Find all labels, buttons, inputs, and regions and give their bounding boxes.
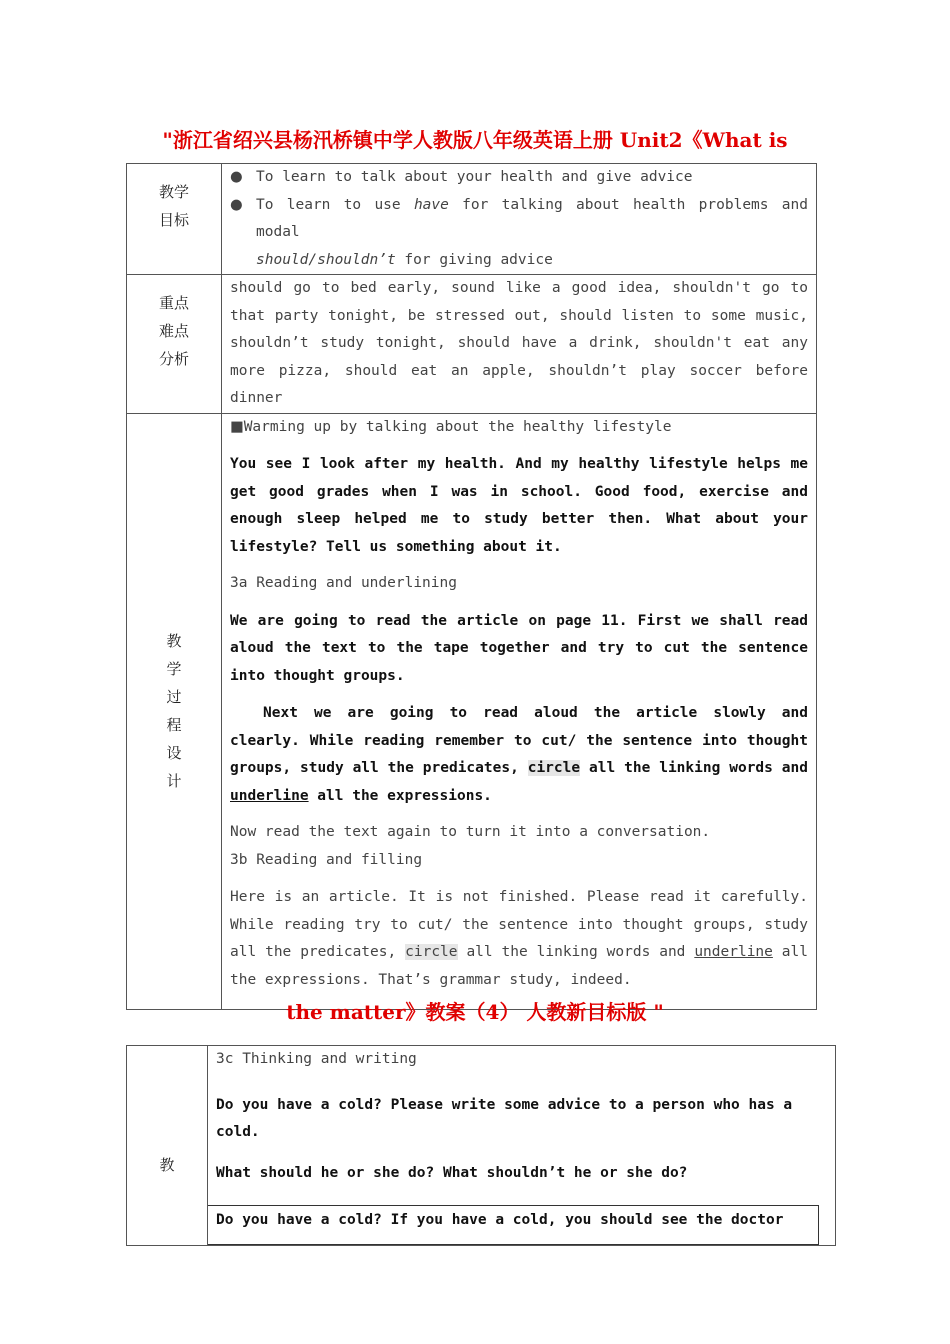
warmup-paragraph: You see I look after my health. And my healthy lifestyle helps me get good grades when I was in school. Good food, exercise and enough sleep helped me to study better then. What about your lifestyle? Tell us something about it. — [230, 456, 808, 555]
objective-text-2c-em: should/shouldn’t — [256, 251, 396, 268]
objectives-label-line2: 目标 — [158, 211, 189, 229]
key-points-row — [127, 275, 817, 414]
section-3b-heading: 3b Reading and filling — [230, 851, 423, 868]
procedure-content-cell-continued — [208, 1046, 836, 1246]
key-points-text: should go to bed early, sound like a good idea, shouldn't go to that party tonight, be stressed out, should listen to some music, shouldn’t study tonight, should have a drink, shouldn't eat any more pizza, should eat an apple, shouldn’t play soccer before dinner — [230, 280, 808, 406]
procedure-label-cell-continued — [127, 1046, 208, 1246]
key-points-label-line1: 重点 — [158, 294, 189, 312]
procedure-label-char: 计 — [166, 772, 182, 790]
objective-item-2 — [230, 192, 808, 247]
procedure-label-char: 学 — [166, 660, 182, 678]
document-title-part-2: the matter》教案（4） 人教新目标版 " — [286, 1000, 664, 1024]
key-points-content-cell — [222, 275, 817, 414]
square-bullet-icon: ■ — [230, 418, 244, 435]
objective-item-2-continued — [230, 247, 808, 275]
procedure-label-char: 设 — [166, 744, 182, 762]
answer-text: Do you have a cold? If you have a cold, you should see the doctor — [216, 1212, 784, 1228]
objective-text-2 — [256, 192, 808, 247]
underline-term: underline — [230, 787, 309, 804]
procedure-label-continued: 教 — [159, 1155, 175, 1174]
objective-text-2c: for giving advice — [395, 251, 553, 268]
procedure-label-char: 教 — [166, 632, 182, 650]
underline-term: underline — [694, 944, 773, 960]
writing-question-1: Do you have a cold? Please write some advice to a person who has a cold. — [216, 1096, 793, 1140]
objective-item-1 — [230, 164, 808, 192]
warmup-heading: ■Warming up by talking about the healthy lifestyle — [230, 418, 672, 435]
filling-paragraph: Here is an article. It is not finished. Please read it carefully. While reading try to cut/ the sentence into thought groups, study all the predicates, circle all the linking words and underline all the expressions. That’s grammar study, indeed. — [230, 889, 808, 988]
objective-text-2b: for talking about health problems and modal — [256, 196, 808, 240]
procedure-label-char: 过 — [166, 688, 182, 706]
reading-paragraph: We are going to read the article on page 11. First we shall read aloud the text to the tape together and try to cut the sentence into thought groups. — [230, 612, 808, 684]
key-points-label-line2: 难点 — [158, 322, 189, 340]
procedure-label — [127, 627, 221, 795]
procedure-row-continued — [127, 1046, 836, 1246]
objective-text-1: To learn to talk about your health and give advice — [256, 169, 693, 185]
read-aloud-paragraph: Next we are going to read aloud the article slowly and clearly. While reading remember to cut/ the sentence into thought groups, study all the predicates, circle all the linking words and underline all the expressions. — [230, 705, 808, 804]
key-points-label-line3: 分析 — [158, 350, 189, 368]
objectives-content-cell — [222, 164, 817, 275]
lesson-plan-table-continued — [126, 1045, 836, 1246]
objective-text-2a: To learn to use — [256, 196, 414, 213]
circle-highlight: circle — [527, 760, 581, 776]
bullet-icon: ● — [230, 196, 243, 213]
lesson-plan-table — [126, 163, 817, 1010]
procedure-content-cell — [222, 413, 817, 1009]
bullet-icon: ● — [230, 169, 243, 185]
objective-text-2-em: have — [413, 196, 449, 213]
document-title-part-1: "浙江省绍兴县杨汛桥镇中学人教版八年级英语上册 Unit2《What is — [162, 128, 788, 152]
objectives-label-line1: 教学 — [158, 183, 189, 201]
conversation-instruction: Now read the text again to turn it into a conversation. — [230, 824, 711, 840]
objectives-label-cell — [127, 164, 222, 275]
section-3c-heading: 3c Thinking and writing — [216, 1051, 417, 1067]
circle-highlight: circle — [405, 944, 458, 960]
procedure-label-cell — [127, 413, 222, 1009]
procedure-row — [127, 413, 817, 1009]
section-3a-heading: 3a Reading and underlining — [230, 575, 457, 591]
key-points-label-cell — [127, 275, 222, 414]
objectives-row — [127, 164, 817, 275]
procedure-label-char: 程 — [166, 716, 182, 734]
writing-question-2: What should he or she do? What shouldn’t he or she do? — [216, 1164, 688, 1181]
answer-box — [207, 1205, 819, 1245]
